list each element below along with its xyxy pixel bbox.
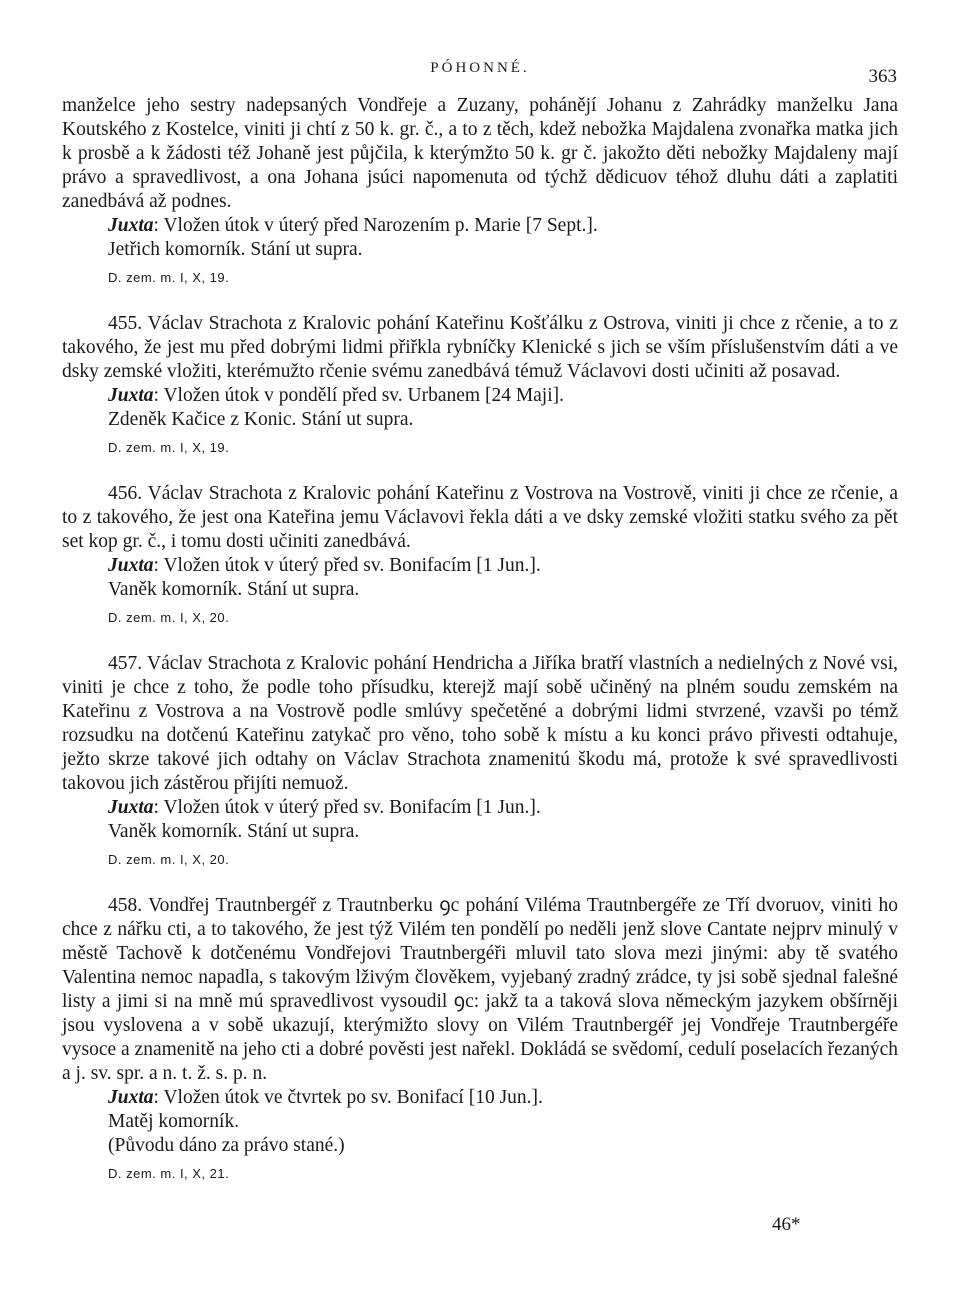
entry-text: 457. Václav Strachota z Kralovic pohání Hendricha a Jiříka bratří vlastních a nedielných z Nové vsi, viniti je chce z toho, že podle toho přísudku, kterejž mají sobě učiněný na plném soudu zemském na Kateřinu z Vostrova a na Vostrově podle smlúvy spečetěné a dobrými lidmi stvrzené, vzavši po témž rozsudku na dotčenú Kateřinu zatykač pro věno, toho sobě k místu a ku konci právo přivesti odtahuje, ježto skrze takové jich odtahy on Václav Strachota znamenitú škodu má, protože k své spravedlivosti takovou jich zástěrou přijíti nemuož. [62,653,898,794]
juxta-text: : Vložen útok v úterý před sv. Bonifacím [1 Jun.]. [153,555,541,576]
entry-text: manželce jeho sestry nadepsaných Vondřeje a Zuzany, pohánějí Johanu z Zahrádky manželku Jana Koutského z Kostelce, viniti ji chtí z 50 k. gr. č., a to z těch, kdež nebožka Majdalena zvonařka matka jich k prosbě a k žádosti též Johaně jest půjčila, k kterýmžto 50 k. gr č. jakožto děti nebožky Majdaleny mají právo a spravedlivost, a ona Johana jsúci napomenuta od týchž dědicuov téhož dluhu dáti a zaplatiti zanedbává až podnes. [62,95,898,212]
text-block [62,94,898,1186]
juxta-label: Juxta [108,385,154,406]
juxta-text: : Vložen útok ve čtvrtek po sv. Bonifací [10 Jun.]. [153,1087,543,1108]
clerk-line: Vaněk komorník. Stání ut supra. [108,579,360,600]
entry-458 [62,894,898,1186]
source-reference: D. zem. m. I, X, 19. [108,440,230,455]
entry-456 [62,482,898,630]
entry-text: 456. Václav Strachota z Kralovic pohání Kateřinu z Vostrova na Vostrově, viniti ji chce ze rčenie, a to z takového, že jest ona Kateřina jemu Václavovi řekla dáti a ve dsky zemské vložiti statku svého za pět set kop gr. č., i tomu dosti učiniti zanedbává. [62,483,898,552]
juxta-text: : Vložen útok v pondělí před sv. Urbanem [24 Maji]. [153,385,565,406]
source-reference: D. zem. m. I, X, 21. [108,1166,230,1181]
juxta-label: Juxta [108,797,154,818]
note-line: (Původu dáno za právo stané.) [108,1135,345,1156]
running-title: PÓHONNÉ. [430,60,530,76]
source-reference: D. zem. m. I, X, 20. [108,610,230,625]
juxta-text: : Vložen útok v úterý před Narozením p. Marie [7 Sept.]. [153,215,598,236]
juxta-text: : Vložen útok v úterý před sv. Bonifacím [1 Jun.]. [153,797,541,818]
clerk-line: Vaněk komorník. Stání ut supra. [108,821,360,842]
clerk-line: Matěj komorník. [108,1111,240,1132]
juxta-line [62,1086,898,1110]
source-reference: D. zem. m. I, X, 19. [108,270,230,285]
juxta-line [62,554,898,578]
juxta-line [62,384,898,408]
juxta-label: Juxta [108,555,154,576]
clerk-line: Zdeněk Kačice z Konic. Stání ut supra. [108,409,414,430]
juxta-label: Juxta [108,215,154,236]
sheet-signature: 46* [772,1214,801,1235]
entry-455 [62,312,898,460]
entry-continuation [62,94,898,290]
source-reference: D. zem. m. I, X, 20. [108,852,230,867]
juxta-line [62,796,898,820]
entry-text: 458. Vondřej Trautnbergéř z Trautnberku ꝯc pohání Viléma Trautnbergéře ze Tří dvoruov, viniti ho chce z nářku cti, a to takového, že jest týž Vilém ten pondělí po neděli jenž slove Cantate nejprv minulý v městě Tachově k dotčenému Vondřejovi Trautnbergéři mluvil tato slova mezi jinými: aby tě svatého Valentina nemoc napadla, s takovým lživým člověkem, vyjebaný zradný zrádce, ty jsi sobě sjednal falešné listy a jimi si na mně mú spravedlivost vysoudil ꝯc: jakž ta a taková slova německým jazykem obšírněji jsou vyslovena a v sobě ukazují, kterýmižto slovy on Vilém Trautnbergéř jej Vondřeje Trautnbergéře vysoce a znamenitě na jeho cti a dobré pověsti jest nařekl. Dokládá se svědomí, cedulí poselacích řezaných a j. sv. spr. a n. t. ž. s. p. n. [62,895,899,1084]
juxta-line [62,214,898,238]
entry-text: 455. Václav Strachota z Kralovic pohání Kateřinu Košťálku z Ostrova, viniti ji chce z rčenie, a to z takového, že jest mu před dobrými lidmi přiřkla rybníčky Klenické s jich se vším příslušenstvím dáti a ve dsky zemské vložiti, kterémužto rčenie svému zanedbává témuž Václavovi dosti učiniti až posavad. [62,313,898,382]
clerk-line: Jetřich komorník. Stání ut supra. [108,239,363,260]
juxta-label: Juxta [108,1087,154,1108]
entry-457 [62,652,898,872]
page-number: 363 [868,66,897,87]
